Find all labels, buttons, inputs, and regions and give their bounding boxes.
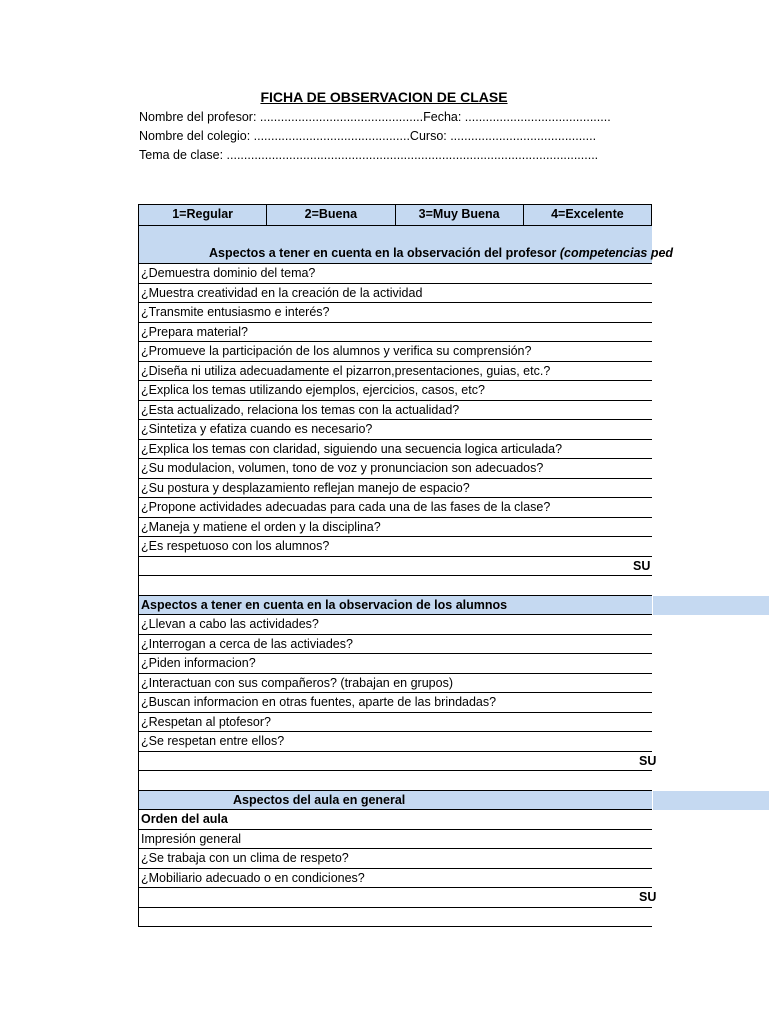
student-criterion-row: ¿Interactuan con sus compañeros? (trabajan en grupos) [138,674,652,694]
teacher-criterion-row: ¿Maneja y matiene el orden y la disciplina? [138,518,652,538]
section-teacher-heading-italic: (competencias ped [559,246,674,260]
section-classroom-heading: Aspectos del aula en general [138,791,652,811]
section-classroom-sum-row [138,888,657,908]
school-course-line: Nombre del colegio: .............................................Curso: .......................................... [139,129,597,143]
document-title: FICHA DE OBSERVACION DE CLASE [260,89,508,105]
spacer-row [138,771,652,791]
teacher-criterion-row: ¿Diseña ni utiliza adecuadamente el pizarron,presentaciones, guias, etc.? [138,362,652,382]
classroom-criterion-row: Impresión general [138,830,652,850]
student-criterion-row: ¿Respetan al ptofesor? [138,713,652,733]
scale-excelente: 4=Excelente [523,205,651,225]
teacher-criterion-row: ¿Demuestra dominio del tema? [138,264,652,284]
section-classroom-sum-label: SU [639,890,657,904]
spacer-row [138,576,652,596]
scale-muy-buena: 3=Muy Buena [395,205,523,225]
scale-regular: 1=Regular [172,207,234,221]
rating-scale-row [138,204,652,226]
student-criterion-row: ¿Llevan a cabo las actividades? [138,615,652,635]
teacher-criterion-row: ¿Explica los temas utilizando ejemplos, ejercicios, casos, etc? [138,381,652,401]
heading-fill-extension [653,596,769,615]
student-criterion-row: ¿Se respetan entre ellos? [138,732,652,752]
observation-sheet [138,204,674,927]
teacher-criterion-row: ¿Su postura y desplazamiento reflejan manejo de espacio? [138,479,652,499]
student-criterion-row: ¿Piden informacion? [138,654,652,674]
teacher-criterion-row: ¿Explica los temas con claridad, siguiendo una secuencia logica articulada? [138,440,652,460]
teacher-criterion-row: ¿Promueve la participación de los alumnos y verifica su comprensión? [138,342,652,362]
teacher-criterion-row: ¿Es respetuoso con los alumnos? [138,537,652,557]
student-criterion-row: ¿Interrogan a cerca de las activiades? [138,635,652,655]
section-students-heading: Aspectos a tener en cuenta en la observacion de los alumnos [138,596,652,616]
classroom-order-subheading: Orden del aula [138,810,652,830]
section-teacher-sum-label: SU [633,558,651,573]
section-students-sum-row [138,752,657,772]
scale-buena: 2=Buena [266,205,394,225]
section-students-sum-label: SU [639,753,657,768]
teacher-date-line: Nombre del profesor: ...............................................Fecha: .......................................... [139,110,611,124]
section-teacher-heading: Aspectos a tener en cuenta en la observación del profesor (competencias ped [138,226,652,264]
teacher-criterion-row: ¿Esta actualizado, relaciona los temas con la actualidad? [138,401,652,421]
student-criterion-row: ¿Buscan informacion en otras fuentes, aparte de las brindadas? [138,693,652,713]
class-topic-line: Tema de clase: ........................................................................................................... [139,148,599,162]
section-teacher-sum-row [138,557,652,577]
spacer-row [138,908,652,928]
classroom-criterion-row: ¿Mobiliario adecuado o en condiciones? [138,869,652,889]
teacher-criterion-row: ¿Transmite entusiasmo e interés? [138,303,652,323]
teacher-criterion-row: ¿Propone actividades adecuadas para cada una de las fases de la clase? [138,498,652,518]
teacher-criterion-row: ¿Su modulacion, volumen, tono de voz y pronunciacion son adecuados? [138,459,652,479]
heading-fill-extension [653,791,769,810]
teacher-criterion-row: ¿Muestra creatividad en la creación de la actividad [138,284,652,304]
teacher-criterion-row: ¿Sintetiza y efatiza cuando es necesario? [138,420,652,440]
teacher-criterion-row: ¿Prepara material? [138,323,652,343]
classroom-criterion-row: ¿Se trabaja con un clima de respeto? [138,849,652,869]
